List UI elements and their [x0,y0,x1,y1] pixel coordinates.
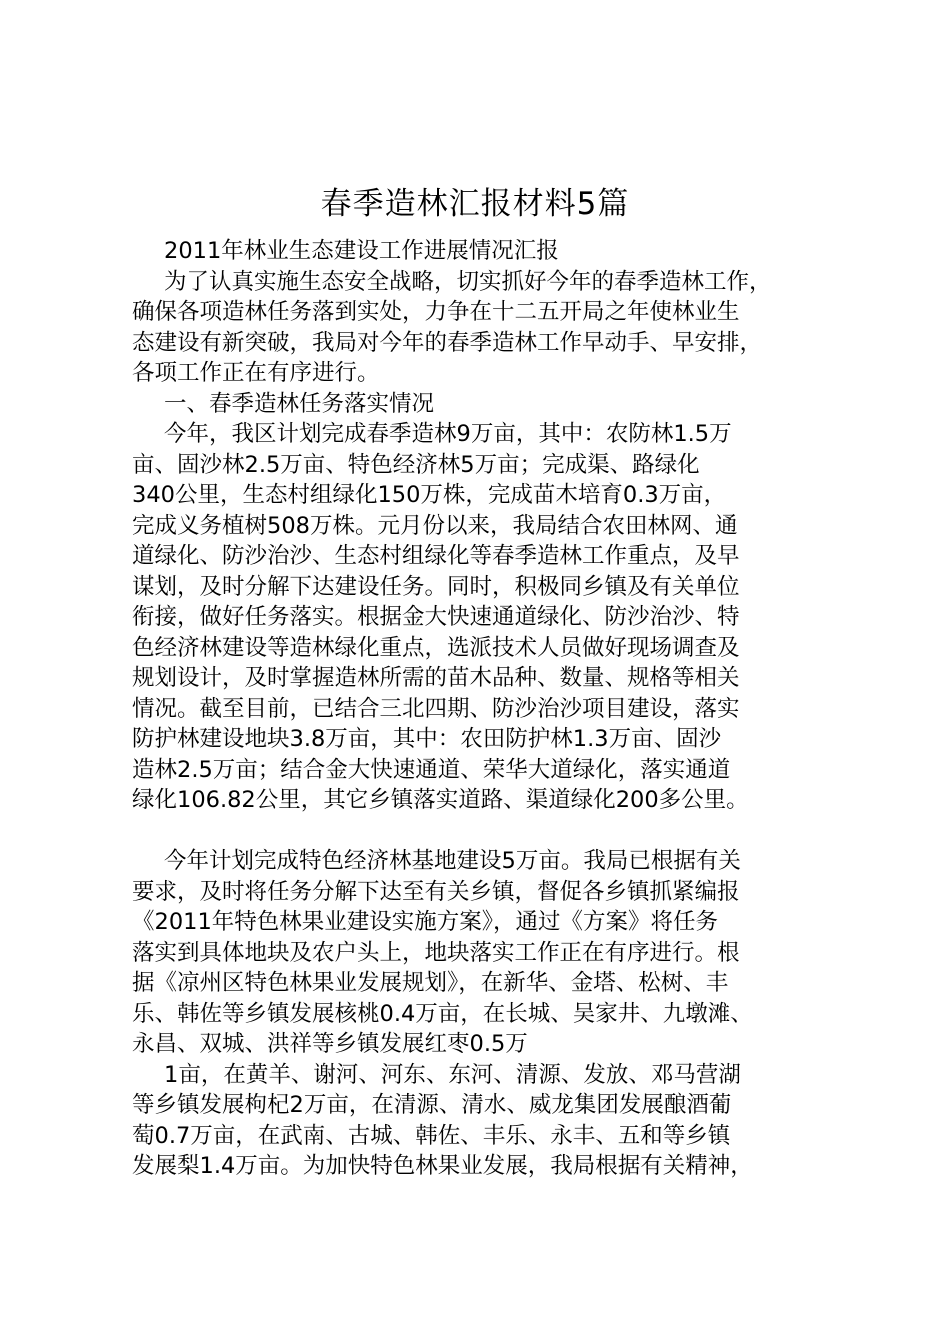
paragraph-line: 1亩，在黄羊、谢河、河东、东河、清源、发放、邓马营湖 [164,1061,741,1088]
paragraph-line: 乐、韩佐等乡镇发展核桃0.4万亩，在长城、吴家井、九墩滩、 [132,1000,753,1027]
subtitle-line: 2011年林业生态建设工作进展情况汇报 [164,238,559,264]
paragraph-line: 造林2.5万亩；结合金大快速通道、荣华大道绿化，落实通道 [132,756,731,783]
paragraph-line: 完成义务植树508万株。元月份以来，我局结合农田林网、通 [132,512,738,539]
paragraph-gap [132,816,852,847]
paragraph-line: 亩、固沙林2.5万亩、特色经济林5万亩；完成渠、路绿化 [132,451,700,478]
paragraph-line: 永昌、双城、洪祥等乡镇发展红枣0.5万 [132,1031,528,1057]
paragraph-line: 绿化106.82公里，其它乡镇落实道路、渠道绿化200多公里。 [132,787,749,813]
paragraph-line: 等乡镇发展枸杞2万亩，在清源、清水、威龙集团发展酿酒葡 [132,1092,732,1118]
paragraph-line: 萄0.7万亩，在武南、古城、韩佐、丰乐、永丰、五和等乡镇 [132,1122,731,1149]
paragraph-line: 确保各项造林任务落到实处，力争在十二五开局之年使林业生 [132,299,740,325]
paragraph-line: 落实到具体地块及农户头上，地块落实工作正在有序进行。根 [132,939,740,966]
paragraph-line: 防护林建设地块3.8万亩，其中：农田防护林1.3万亩、固沙 [132,726,722,752]
paragraph-line: 衔接，做好任务落实。根据金大快速通道绿化、防沙治沙、特 [132,604,740,630]
paragraph-line: 规划设计，及时掌握造林所需的苗木品种、数量、规格等相关 [132,665,740,691]
paragraph-line: 要求，及时将任务分解下达至有关乡镇，督促各乡镇抓紧编报 [132,878,740,905]
paragraph-line: 谋划，及时分解下达建设任务。同时，积极同乡镇及有关单位 [132,573,740,600]
paragraph-line: 情况。截至目前，已结合三北四期、防沙治沙项目建设，落实 [132,695,740,722]
paragraph-line: 今年计划完成特色经济林基地建设5万亩。我局已根据有关 [164,848,741,874]
section-heading: 一、春季造林任务落实情况 [164,390,435,417]
paragraph-line: 今年，我区计划完成春季造林9万亩，其中：农防林1.5万 [164,421,732,447]
paragraph-line: 据《凉州区特色林果业发展规划》，在新华、金塔、松树、丰 [132,970,729,996]
paragraph-line: 各项工作正在有序进行。 [132,360,380,386]
paragraph-line: 340公里，生态村组绿化150万株，完成苗木培育0.3万亩， [132,482,727,508]
paragraph-line: 态建设有新突破，我局对今年的春季造林工作早动手、早安排， [132,329,763,356]
paragraph-line: 发展梨1.4万亩。为加快特色林果业发展，我局根据有关精神， [132,1153,753,1179]
document-body [132,236,852,1182]
paragraph-line: 色经济林建设等造林绿化重点，选派技术人员做好现场调查及 [132,634,740,661]
document-title: 春季造林汇报材料5篇 [320,186,630,222]
paragraph-line: 为了认真实施生态安全战略，切实抓好今年的春季造林工作， [164,268,772,295]
paragraph-line: 道绿化、防沙治沙、生态村组绿化等春季造林工作重点，及早 [132,543,740,569]
paragraph-line: 《2011年特色林果业建设实施方案》，通过《方案》将任务 [132,909,719,935]
